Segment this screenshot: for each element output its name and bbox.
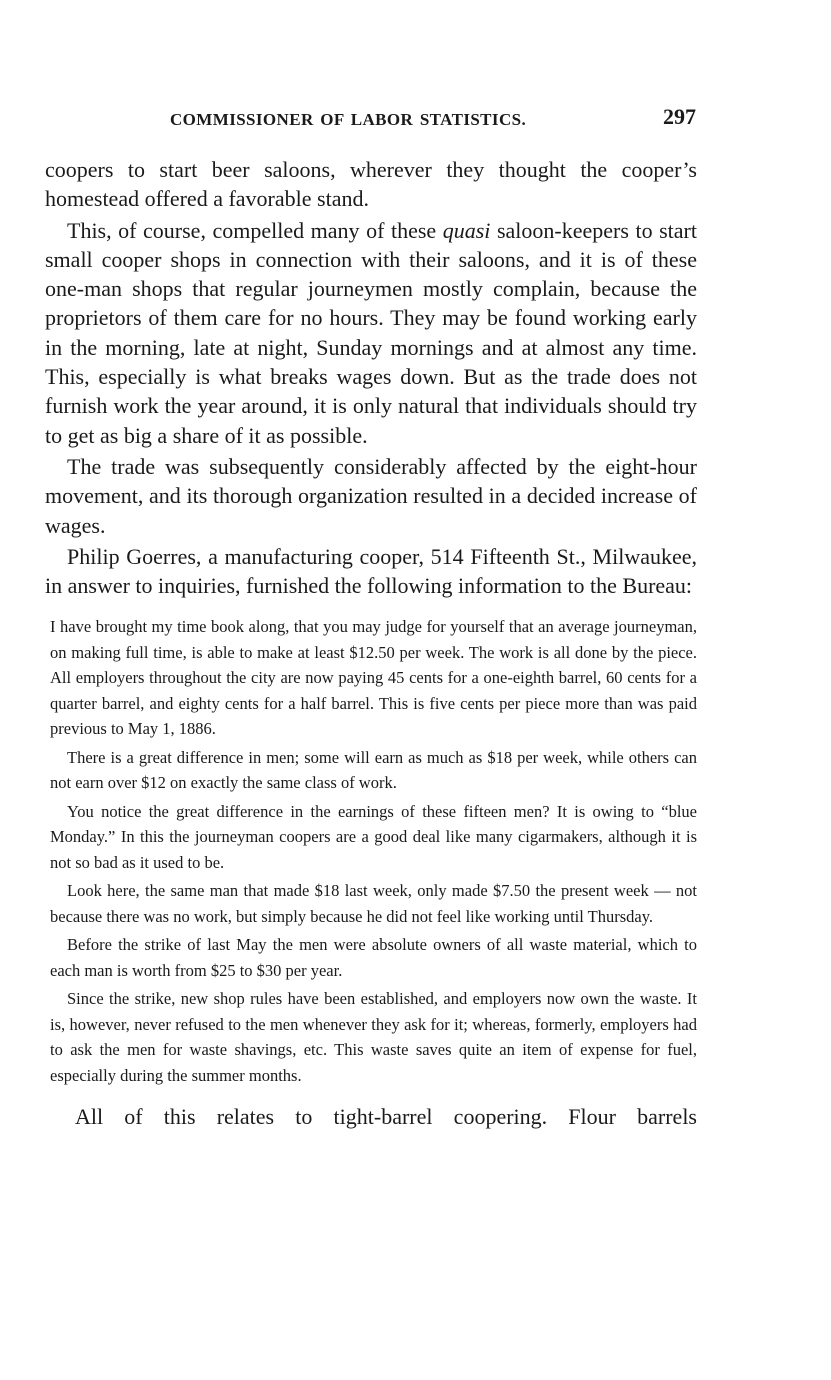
paragraph-2-rest: saloon-keepers to start small cooper shops in connection with their saloons, and it is of these one-man shops that regular journeymen mostly complain, because the proprietors of them care for no hours. They may be found working early in the morning, late at night, Sunday mornings and at almost any time. This, especially is what breaks wages down. But as the trade does not furnish work the year around, it is only natural that individuals should try to get as big a share of it as possible.	[45, 217, 697, 448]
page-header	[46, 100, 696, 140]
quote-paragraph-3: You notice the great difference in the earnings of these fifteen men? It is owing to “blue Monday.” In this the journeyman coopers are a good deal like many cigarmakers, although it is not so bad as it used to be.	[50, 801, 697, 872]
page-number: 297	[663, 104, 696, 129]
quote-paragraph-6: Since the strike, new shop rules have been established, and employers now own the waste. It is, however, never refused to the men whenever they ask for it; whereas, formerly, employers had to ask the men for waste shavings, etc. This waste saves quite an item of expense for fuel, especially during the summer months.	[50, 989, 697, 1085]
quote-paragraph-5: Before the strike of last May the men were absolute owners of all waste material, which to each man is worth from $25 to $30 per year.	[50, 935, 697, 980]
running-title: COMMISSIONER OF LABOR STATISTICS.	[170, 110, 527, 129]
paragraph-3: The trade was subsequently considerably affected by the eight-hour movement, and its thorough organization resulted in a decided increase of wages.	[45, 453, 697, 538]
paragraph-1: coopers to start beer saloons, wherever they thought the cooper’s homestead offered a favorable stand.	[45, 157, 697, 212]
quote-paragraph-4: Look here, the same man that made $18 last week, only made $7.50 the present week — not because there was no work, but simply because he did not feel like working until Thursday.	[50, 881, 697, 926]
paragraph-4: Philip Goerres, a manufacturing cooper, 514 Fifteenth St., Milwaukee, in answer to inquiries, furnished the following information to the Bureau:	[45, 543, 697, 599]
paragraph-2-italic: quasi	[442, 217, 491, 243]
paragraph-2	[45, 216, 697, 450]
paragraph-2-start: This, of course, compelled many of these	[67, 217, 443, 243]
main-paragraphs	[45, 155, 697, 600]
quote-paragraph-2: There is a great difference in men; some will earn as much as $18 per week, while others can not earn over $12 on exactly the same class of work.	[50, 747, 697, 793]
quoted-statement	[45, 614, 697, 1088]
quote-paragraph-1: I have brought my time book along, that you may judge for yourself that an average journeyman, on making full time, is able to make at least $12.50 per week. The work is all done by the piece. All employers throughout the city are now paying 45 cents for a one-eighth barrel, 60 cents for a quarter barrel, and eighty cents for a half barrel. This is five cents per piece more than was paid previous to May 1, 1886.	[50, 617, 697, 739]
closing-paragraph: All of this relates to tight-barrel coopering. Flour barrels	[75, 1104, 697, 1130]
body-text	[45, 155, 697, 1131]
